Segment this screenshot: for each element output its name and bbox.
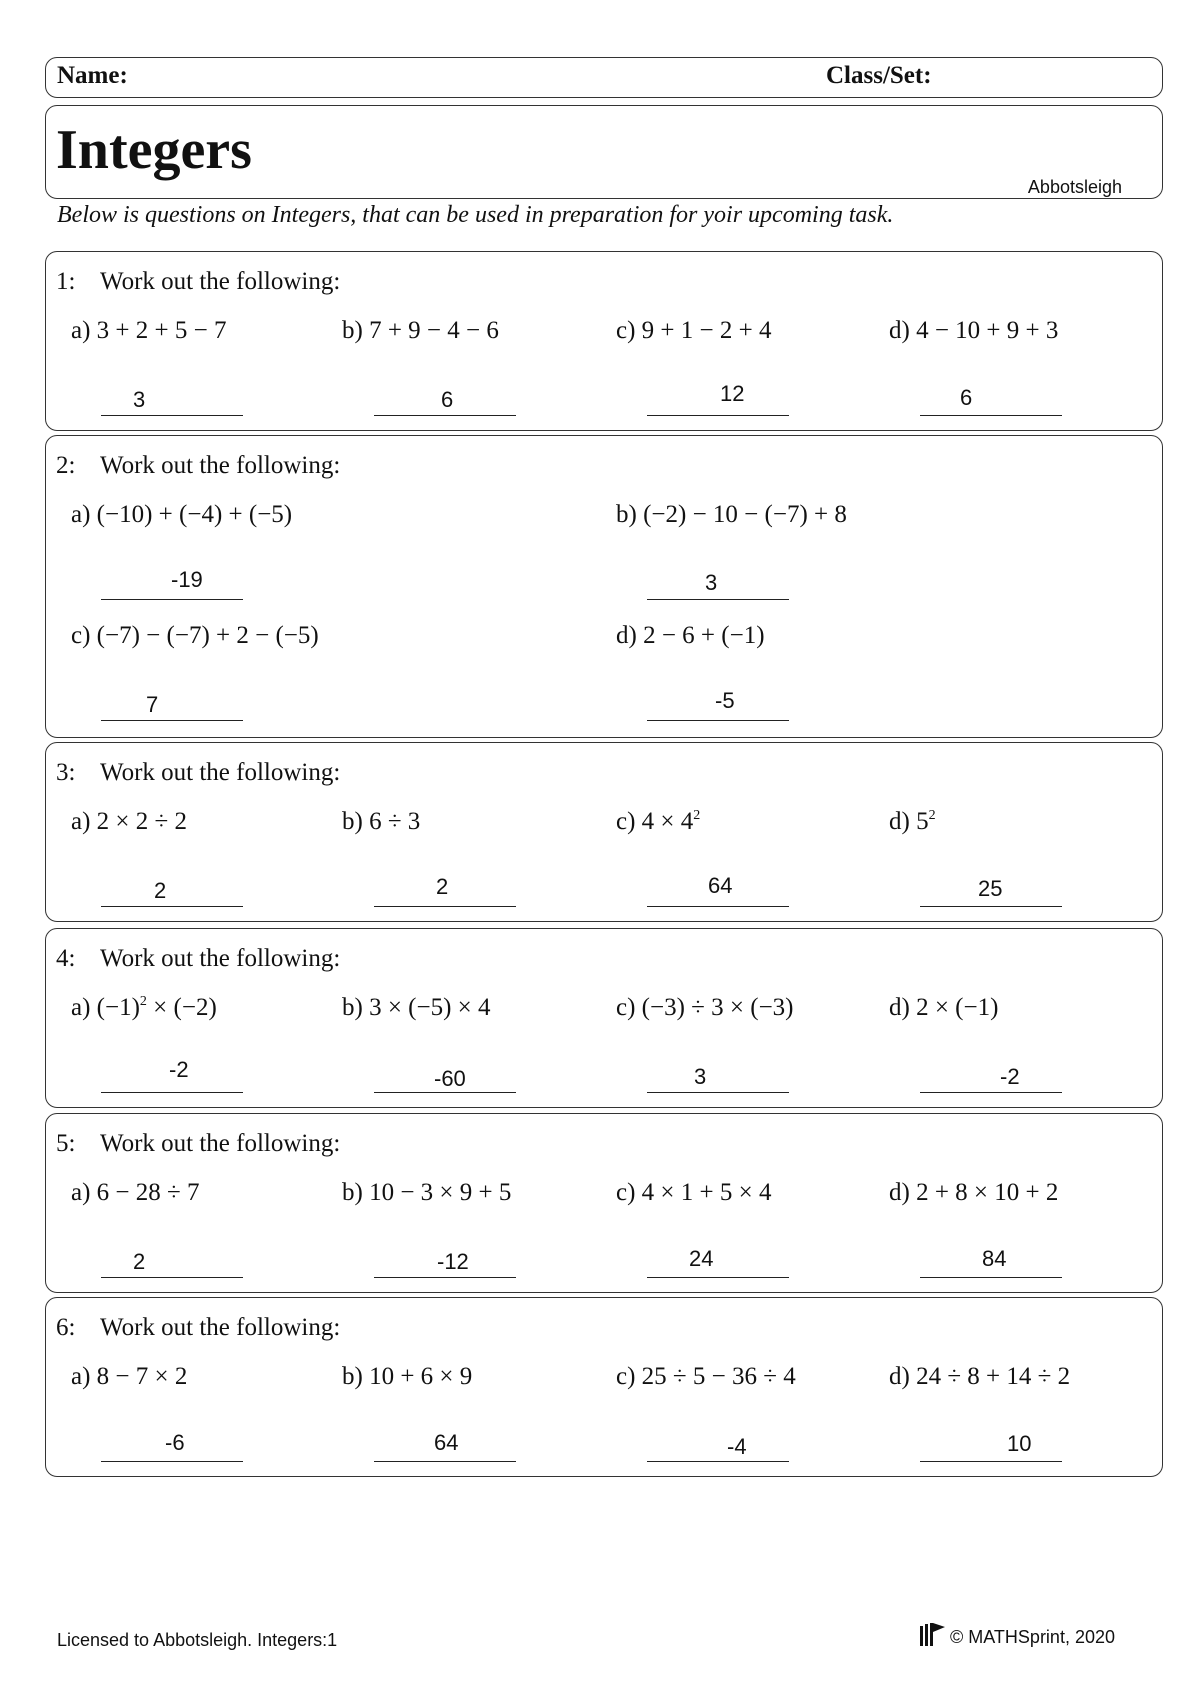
expression: 2 × 2 ÷ 2 xyxy=(96,808,187,835)
expression: (−7) − (−7) + 2 − (−5) xyxy=(96,622,319,649)
expression: 4 × 4 xyxy=(641,808,694,835)
part-label: d) xyxy=(889,808,910,835)
question-part xyxy=(342,317,499,345)
exponent: 2 xyxy=(693,808,701,823)
answer-value: 2 xyxy=(154,878,167,903)
question-part xyxy=(616,1179,771,1207)
answer-line[interactable] xyxy=(101,686,243,721)
answer-value: -19 xyxy=(171,567,203,592)
part-label: d) xyxy=(889,994,910,1021)
expression: 10 − 3 × 9 + 5 xyxy=(369,1179,512,1206)
question-box-5 xyxy=(45,1113,1163,1293)
question-part xyxy=(342,808,420,836)
question-text: Work out the following: xyxy=(100,1314,341,1341)
answer-line[interactable] xyxy=(647,1243,789,1278)
part-label: b) xyxy=(342,808,363,835)
answer-value: -60 xyxy=(434,1066,466,1091)
expression: 2 + 8 × 10 + 2 xyxy=(916,1179,1059,1206)
question-part xyxy=(71,1363,187,1391)
part-label: c) xyxy=(616,317,636,344)
question-part xyxy=(616,317,771,345)
question-part xyxy=(616,808,700,836)
answer-value: 3 xyxy=(705,570,718,595)
question-box-1 xyxy=(45,251,1163,431)
expression: 25 ÷ 5 − 36 ÷ 4 xyxy=(641,1363,796,1390)
answer-line[interactable] xyxy=(647,1058,789,1093)
answer-line[interactable] xyxy=(101,565,243,600)
copyright xyxy=(918,1622,1115,1648)
part-label: c) xyxy=(616,808,636,835)
question-text: Work out the following: xyxy=(100,945,341,972)
part-label: c) xyxy=(616,994,636,1021)
question-part xyxy=(616,501,847,529)
part-label: d) xyxy=(889,1179,910,1206)
answer-line[interactable] xyxy=(101,872,243,907)
expression-continued: × (−2) xyxy=(146,994,217,1021)
answer-value: 64 xyxy=(434,1430,459,1455)
question-part xyxy=(71,808,187,836)
answer-line[interactable] xyxy=(920,872,1062,907)
answer-value: 7 xyxy=(146,692,159,717)
expression: 2 × (−1) xyxy=(916,994,999,1021)
page-title: Integers xyxy=(56,119,252,181)
title-box xyxy=(45,105,1163,199)
answer-line[interactable] xyxy=(101,1243,243,1278)
expression: 3 × (−5) × 4 xyxy=(369,994,491,1021)
question-number: 5: xyxy=(56,1130,76,1157)
question-heading xyxy=(56,945,340,973)
expression: 10 + 6 × 9 xyxy=(369,1363,473,1390)
question-part xyxy=(616,994,794,1022)
part-label: a) xyxy=(71,1179,91,1206)
expression: 7 + 9 − 4 − 6 xyxy=(369,317,499,344)
answer-value: 25 xyxy=(978,876,1003,901)
question-heading xyxy=(56,452,340,480)
question-box-4 xyxy=(45,928,1163,1108)
answer-line[interactable] xyxy=(920,381,1062,416)
question-box-2 xyxy=(45,435,1163,738)
answer-line[interactable] xyxy=(920,1427,1062,1462)
expression: 6 − 28 ÷ 7 xyxy=(96,1179,200,1206)
question-part xyxy=(889,317,1058,345)
question-part xyxy=(889,808,936,836)
part-label: c) xyxy=(71,622,91,649)
question-text: Work out the following: xyxy=(100,452,341,479)
answer-value: 6 xyxy=(441,387,454,412)
part-label: d) xyxy=(616,622,637,649)
question-part xyxy=(342,994,491,1022)
school-name: Abbotsleigh xyxy=(1027,177,1122,197)
name-class-box xyxy=(45,57,1163,98)
question-number: 4: xyxy=(56,945,76,972)
exponent: 2 xyxy=(928,808,936,823)
name-label: Name: xyxy=(57,62,128,89)
instructions: Below is questions on Integers, that can be used in preparation for yoir upcoming task. xyxy=(57,202,894,228)
answer-value: -6 xyxy=(165,1430,185,1455)
answer-line[interactable] xyxy=(374,1243,516,1278)
answer-line[interactable] xyxy=(101,1427,243,1462)
question-heading xyxy=(56,759,340,787)
answer-line[interactable] xyxy=(920,1058,1062,1093)
part-label: a) xyxy=(71,808,91,835)
answer-value: 24 xyxy=(689,1246,714,1271)
part-label: b) xyxy=(342,1363,363,1390)
answer-value: 10 xyxy=(1007,1431,1032,1456)
question-part xyxy=(616,622,765,650)
answer-value: 3 xyxy=(133,387,146,412)
answer-value: -2 xyxy=(1000,1064,1020,1089)
part-label: b) xyxy=(616,501,637,528)
question-part xyxy=(616,1363,796,1391)
part-label: a) xyxy=(71,1363,91,1390)
class-set-label: Class/Set: xyxy=(826,62,932,89)
expression: 24 ÷ 8 + 14 ÷ 2 xyxy=(916,1363,1071,1390)
question-part xyxy=(889,1179,1058,1207)
answer-value: -5 xyxy=(715,688,735,713)
answer-value: -12 xyxy=(437,1249,469,1274)
answer-value: 2 xyxy=(436,874,449,899)
question-number: 1: xyxy=(56,268,76,295)
expression: 2 − 6 + (−1) xyxy=(643,622,765,649)
answer-value: -4 xyxy=(727,1434,747,1459)
license-text: Licensed to Abbotsleigh. Integers:1 xyxy=(57,1630,338,1650)
part-label: b) xyxy=(342,1179,363,1206)
question-part xyxy=(889,1363,1070,1391)
part-label: a) xyxy=(71,994,91,1021)
question-text: Work out the following: xyxy=(100,268,341,295)
question-part xyxy=(342,1363,472,1391)
part-label: c) xyxy=(616,1363,636,1390)
question-part xyxy=(71,317,226,345)
part-label: c) xyxy=(616,1179,636,1206)
answer-line[interactable] xyxy=(101,1058,243,1093)
expression: 8 − 7 × 2 xyxy=(96,1363,188,1390)
expression: 5 xyxy=(916,808,929,835)
expression: (−1) xyxy=(96,994,140,1021)
answer-value: 6 xyxy=(960,385,973,410)
expression: 4 − 10 + 9 + 3 xyxy=(916,317,1059,344)
question-number: 3: xyxy=(56,759,76,786)
expression: 4 × 1 + 5 × 4 xyxy=(641,1179,772,1206)
answer-line[interactable] xyxy=(920,1243,1062,1278)
exponent: 2 xyxy=(139,994,147,1009)
answer-line[interactable] xyxy=(374,381,516,416)
answer-line[interactable] xyxy=(647,381,789,416)
answer-line[interactable] xyxy=(101,381,243,416)
part-label: a) xyxy=(71,501,91,528)
answer-line[interactable] xyxy=(374,1058,516,1093)
question-box-6 xyxy=(45,1297,1163,1477)
question-part xyxy=(342,1179,511,1207)
question-box-3 xyxy=(45,742,1163,922)
answer-value: 12 xyxy=(720,381,745,406)
answer-value: 2 xyxy=(133,1249,146,1274)
answer-value: 84 xyxy=(982,1246,1007,1271)
answer-line[interactable] xyxy=(647,565,789,600)
part-label: b) xyxy=(342,994,363,1021)
question-part xyxy=(889,994,998,1022)
expression: 6 ÷ 3 xyxy=(369,808,421,835)
expression: (−2) − 10 − (−7) + 8 xyxy=(643,501,847,528)
question-heading xyxy=(56,268,340,296)
question-number: 2: xyxy=(56,452,76,479)
expression: 3 + 2 + 5 − 7 xyxy=(96,317,227,344)
question-heading xyxy=(56,1130,340,1158)
answer-line[interactable] xyxy=(647,1427,789,1462)
answer-line[interactable] xyxy=(647,686,789,721)
part-label: d) xyxy=(889,317,910,344)
part-label: d) xyxy=(889,1363,910,1390)
part-label: a) xyxy=(71,317,91,344)
question-text: Work out the following: xyxy=(100,759,341,786)
answer-value: 64 xyxy=(708,873,733,898)
question-heading xyxy=(56,1314,340,1342)
question-part xyxy=(71,1179,200,1207)
question-part xyxy=(71,622,319,650)
question-text: Work out the following: xyxy=(100,1130,341,1157)
part-label: b) xyxy=(342,317,363,344)
expression: 9 + 1 − 2 + 4 xyxy=(641,317,772,344)
copyright-text: © MATHSprint, 2020 xyxy=(950,1627,1115,1647)
answer-line[interactable] xyxy=(374,872,516,907)
question-number: 6: xyxy=(56,1314,76,1341)
expression: (−3) ÷ 3 × (−3) xyxy=(641,994,794,1021)
mathsprint-flag-icon xyxy=(918,1622,946,1648)
answer-value: 3 xyxy=(694,1064,707,1089)
question-part xyxy=(71,501,292,529)
question-part xyxy=(71,994,217,1022)
answer-value: -2 xyxy=(169,1057,189,1082)
answer-line[interactable] xyxy=(374,1427,516,1462)
expression: (−10) + (−4) + (−5) xyxy=(96,501,293,528)
answer-line[interactable] xyxy=(647,872,789,907)
